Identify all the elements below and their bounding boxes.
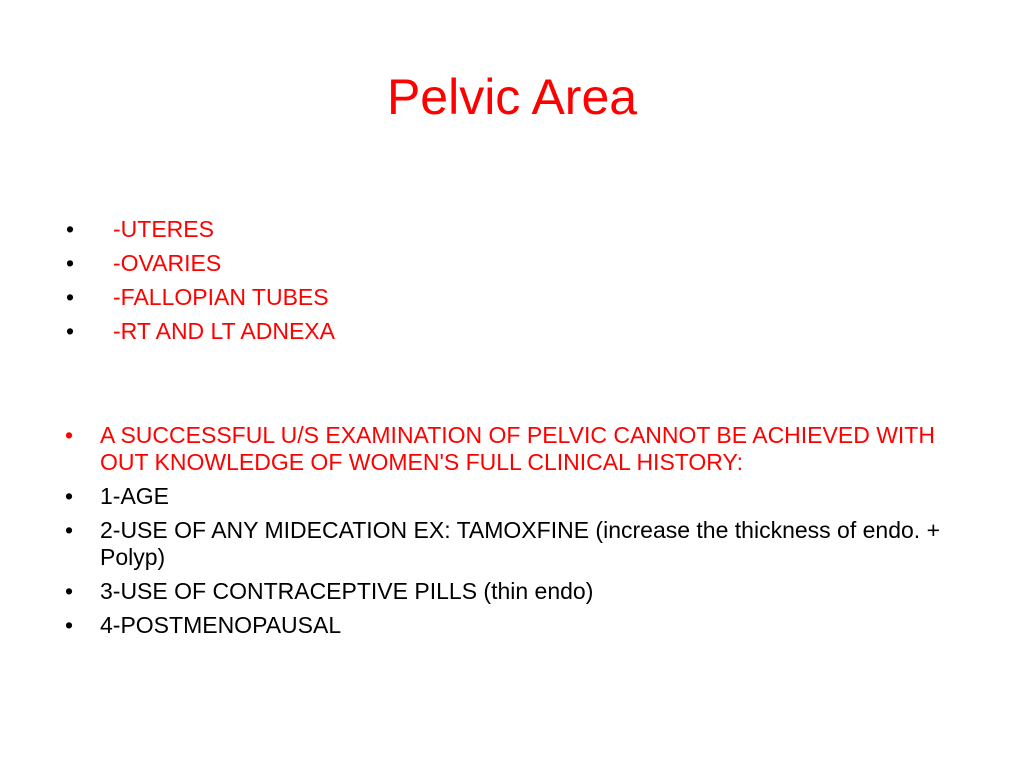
list-item-text: -RT AND LT ADNEXA [113, 318, 335, 344]
bullet-icon: • [65, 318, 75, 344]
list-item-text: -UTERES [113, 216, 214, 242]
list-item [64, 483, 980, 510]
organ-list [65, 216, 993, 352]
list-item [65, 250, 993, 277]
bullet-icon: • [64, 517, 74, 543]
list-item [65, 318, 993, 345]
list-item-text: -FALLOPIAN TUBES [113, 284, 329, 310]
bullet-icon: • [65, 250, 75, 276]
list-item [65, 216, 993, 243]
list-item [64, 612, 980, 639]
slide-title: Pelvic Area [386, 69, 638, 125]
bullet-icon: • [65, 216, 75, 242]
bullet-icon: • [64, 578, 74, 604]
list-item [64, 422, 980, 476]
list-item-text: 4-POSTMENOPAUSAL [100, 612, 342, 638]
list-item-text: 3-USE OF CONTRACEPTIVE PILLS (thin endo) [100, 578, 594, 604]
list-item [65, 284, 993, 311]
list-item-text: 1-AGE [100, 483, 170, 509]
bullet-icon: • [64, 422, 74, 448]
bullet-icon: • [64, 483, 74, 509]
list-item [64, 578, 980, 605]
list-item-text: -OVARIES [113, 250, 222, 276]
list-item [64, 517, 980, 571]
list-item-text: A SUCCESSFUL U/S EXAMINATION OF PELVIC CANNOT BE ACHIEVED WITH OUT KNOWLEDGE OF WOMEN'S FULL CLINICAL HISTORY: [100, 422, 935, 475]
bullet-icon: • [64, 612, 74, 638]
clinical-history-list [64, 422, 980, 646]
list-item-text: 2-USE OF ANY MIDECATION EX: TAMOXFINE (increase the thickness of endo. + Polyp) [100, 517, 940, 570]
bullet-icon: • [65, 284, 75, 310]
